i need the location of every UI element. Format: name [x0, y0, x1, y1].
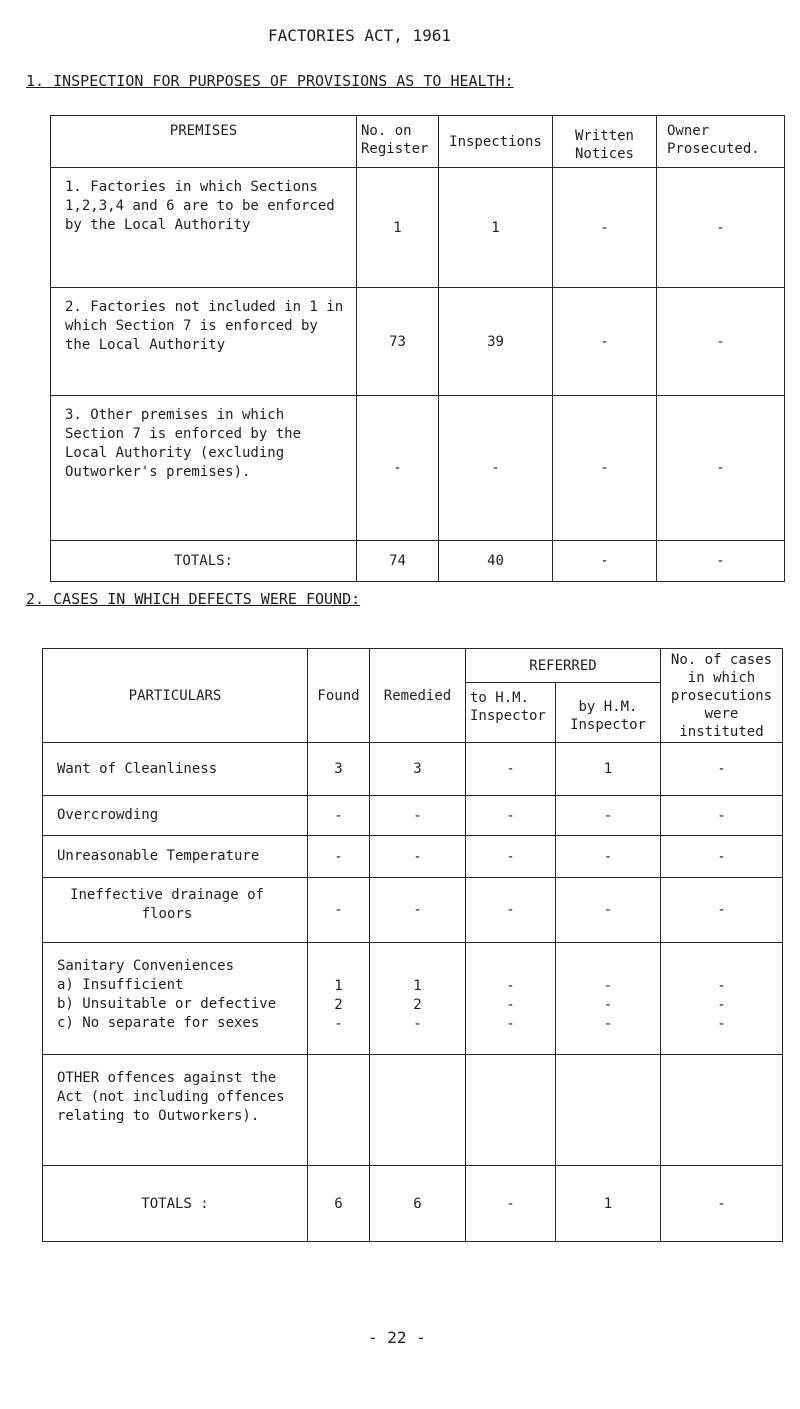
cell-register: -: [357, 396, 439, 541]
total-remedied: 6: [370, 1166, 466, 1242]
header-to-hm: to H.M. Inspector: [466, 683, 556, 743]
cell-to-hm: [466, 1055, 556, 1166]
row-label: Overcrowding: [43, 796, 308, 836]
row-label: Unreasonable Temperature: [43, 836, 308, 878]
table-row: [51, 396, 785, 541]
row-label: 1. Factories in which Sections 1,2,3,4 and 6 are to be enforced by the Local Authority: [51, 168, 357, 288]
cell-prosecuted: -: [657, 288, 785, 396]
cell-inspections: 1: [439, 168, 553, 288]
value: -: [603, 997, 613, 1013]
sanitary-item: b) Unsuitable or defective: [57, 996, 277, 1012]
cell-by-hm: -: [556, 878, 661, 943]
cell-found: -: [308, 796, 370, 836]
total-register: 74: [357, 541, 439, 582]
header-inspections: Inspections: [439, 116, 553, 168]
header-prosecutions: No. of cases in which prosecutions were instituted: [661, 649, 783, 743]
total-by-hm: 1: [556, 1166, 661, 1242]
value: 1: [413, 978, 422, 994]
value: -: [506, 1016, 515, 1032]
header-register: No. on Register: [357, 116, 439, 168]
totals-row: [43, 1166, 783, 1242]
cell-inspections: 39: [439, 288, 553, 396]
header-prosecuted: Owner Prosecuted.: [657, 116, 785, 168]
value: -: [413, 1016, 422, 1032]
cell-notices: -: [553, 168, 657, 288]
cell-prosecutions: -: [661, 836, 783, 878]
cell-by-hm: [556, 943, 661, 1055]
header-premises: PREMISES: [51, 116, 357, 168]
header-by-hm: by H.M. Inspector: [556, 683, 661, 743]
row-label: Want of Cleanliness: [43, 743, 308, 796]
value: 1: [334, 978, 343, 994]
value: -: [603, 978, 613, 994]
total-to-hm: -: [466, 1166, 556, 1242]
sanitary-item: a) Insufficient: [57, 977, 184, 993]
total-notices: -: [553, 541, 657, 582]
cell-remedied: [370, 943, 466, 1055]
cell-register: 1: [357, 168, 439, 288]
cell-by-hm: [556, 1055, 661, 1166]
section2-heading: 2. CASES IN WHICH DEFECTS WERE FOUND:: [26, 590, 361, 608]
cell-found: -: [308, 878, 370, 943]
cell-remedied: -: [370, 796, 466, 836]
sanitary-label: [43, 943, 308, 1055]
total-inspections: 40: [439, 541, 553, 582]
value: -: [506, 978, 515, 994]
cell-to-hm: -: [466, 836, 556, 878]
sanitary-row: [43, 943, 783, 1055]
table-row: [51, 168, 785, 288]
cell-found: 3: [308, 743, 370, 796]
cell-to-hm: -: [466, 796, 556, 836]
cell-by-hm: -: [556, 796, 661, 836]
table-row: [43, 1055, 783, 1166]
cell-prosecutions: -: [661, 743, 783, 796]
value: 2: [334, 997, 343, 1013]
cell-found: [308, 1055, 370, 1166]
header-particulars: PARTICULARS: [43, 649, 308, 743]
defects-table: [42, 648, 783, 1242]
cell-remedied: -: [370, 836, 466, 878]
totals-row: [51, 541, 785, 582]
value: -: [717, 1016, 726, 1032]
row-label: 2. Factories not included in 1 in which Section 7 is enforced by the Local Authority: [51, 288, 357, 396]
total-prosecuted: -: [657, 541, 785, 582]
cell-found: -: [308, 836, 370, 878]
cell-prosecutions: [661, 1055, 783, 1166]
cell-by-hm: 1: [556, 743, 661, 796]
cell-prosecutions: [661, 943, 783, 1055]
table-row: [43, 743, 783, 796]
inspection-table: [50, 115, 785, 582]
value: -: [603, 1016, 613, 1032]
value: -: [506, 997, 515, 1013]
cell-register: 73: [357, 288, 439, 396]
header-notices: Written Notices: [553, 116, 657, 168]
value: -: [334, 1016, 343, 1032]
cell-notices: -: [553, 396, 657, 541]
row-label: OTHER offences against the Act (not including offences relating to Outworkers).: [43, 1055, 308, 1166]
cell-prosecuted: -: [657, 168, 785, 288]
total-prosecutions: -: [661, 1166, 783, 1242]
table-row: [43, 796, 783, 836]
cell-prosecutions: -: [661, 878, 783, 943]
cell-prosecutions: -: [661, 796, 783, 836]
table-row: [43, 836, 783, 878]
cell-notices: -: [553, 288, 657, 396]
value: -: [717, 997, 726, 1013]
row-label: 3. Other premises in which Section 7 is enforced by the Local Authority (excluding Outworker's premises).: [51, 396, 357, 541]
row-label: Ineffective drainage of floors: [43, 878, 308, 943]
cell-found: [308, 943, 370, 1055]
total-found: 6: [308, 1166, 370, 1242]
sanitary-title: Sanitary Conveniences: [57, 958, 235, 974]
header-found: Found: [308, 649, 370, 743]
table-row: [51, 288, 785, 396]
cell-to-hm: -: [466, 878, 556, 943]
totals-label: TOTALS:: [51, 541, 357, 582]
cell-inspections: -: [439, 396, 553, 541]
cell-by-hm: -: [556, 836, 661, 878]
section1-heading: 1. INSPECTION FOR PURPOSES OF PROVISIONS AS TO HEALTH:: [26, 72, 514, 90]
page-number: - 22 -: [368, 1328, 426, 1347]
page-title: FACTORIES ACT, 1961: [268, 26, 452, 45]
sanitary-item: c) No separate for sexes: [57, 1015, 260, 1031]
cell-to-hm: [466, 943, 556, 1055]
value: -: [717, 978, 726, 994]
cell-remedied: [370, 1055, 466, 1166]
value: 2: [413, 997, 422, 1013]
cell-prosecuted: -: [657, 396, 785, 541]
header-remedied: Remedied: [370, 649, 466, 743]
cell-to-hm: -: [466, 743, 556, 796]
header-referred: REFERRED: [466, 649, 661, 683]
totals-label: TOTALS :: [43, 1166, 308, 1242]
table-row: [43, 878, 783, 943]
cell-remedied: 3: [370, 743, 466, 796]
cell-remedied: -: [370, 878, 466, 943]
